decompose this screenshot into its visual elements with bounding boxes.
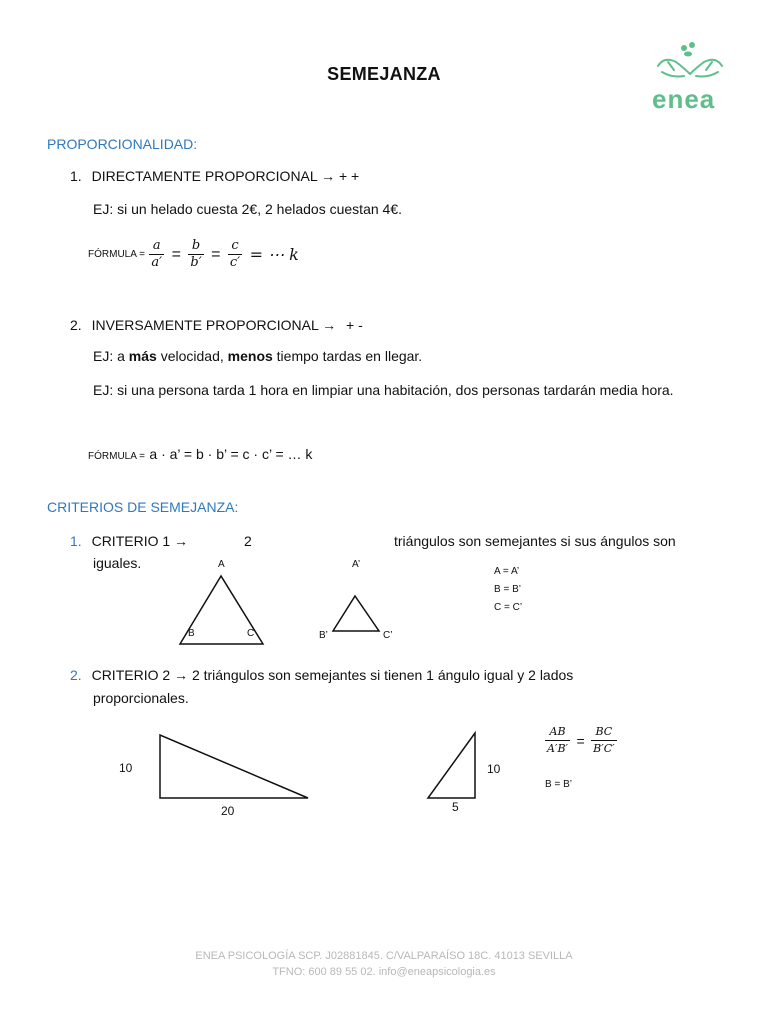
fraction-b: $\frac{b}{b'}$ <box>190 238 202 270</box>
vertex-label-a: A <box>218 559 225 570</box>
bold-text: más <box>128 348 157 364</box>
example-helado: EJ: si un helado cuesta 2€, 2 helados cuestan 4€. <box>93 201 402 217</box>
list-item-criterio-2 <box>70 665 573 685</box>
angle-equality-b: B = B’ <box>545 779 572 790</box>
triangle-abc-prime <box>333 596 379 631</box>
formula-label: FÓRMULA = <box>88 249 145 260</box>
item-label: INVERSAMENTE PROPORCIONAL <box>91 317 319 333</box>
side-label-height-large: 10 <box>119 761 133 775</box>
vertex-label-b: B <box>188 628 195 639</box>
equality-b: B = B’ <box>494 584 521 595</box>
list-number: 1. <box>70 168 82 184</box>
vertex-label-c: C <box>247 628 255 639</box>
criterio-2-text: 2 triángulos son semejantes si tienen 1 ángulo igual y 2 lados <box>191 667 574 683</box>
side-label-height-small: 10 <box>487 762 501 776</box>
equals-sign: = <box>211 245 221 263</box>
text: tiempo tardas en llegar. <box>272 348 423 364</box>
text: velocidad, <box>156 348 228 364</box>
side-label-base-small: 5 <box>452 800 459 814</box>
formula-expression: a · a’ = b · b’ = c · c’ = … k <box>149 446 313 462</box>
footer-address: ENEA PSICOLOGÍA SCP. J02881845. C/VALPARAÍSO 18C. 41013 SEVILLA <box>195 950 573 962</box>
item-label: CRITERIO 1 <box>91 533 171 549</box>
fraction-ab: $\frac{AB}{A'B'}$ <box>547 725 569 755</box>
equality-a: A = A’ <box>494 566 520 577</box>
triangle-small-right <box>428 733 475 798</box>
footer-contact: TFNO: 600 89 55 02. info@eneapsicologia.es <box>272 966 496 978</box>
vertex-label-c-prime: C’ <box>383 630 393 641</box>
triangle-large-right <box>160 735 308 798</box>
item-label: DIRECTAMENTE PROPORCIONAL <box>91 168 318 184</box>
signs: + + <box>338 168 360 184</box>
criterio-1-text-2: iguales. <box>93 555 142 571</box>
arrow-right-icon: → <box>321 168 336 184</box>
fraction-c: $\frac{c}{c'}$ <box>229 238 241 270</box>
angle-equalities <box>494 563 522 617</box>
page-title: SEMEJANZA <box>327 64 441 84</box>
criterio-1-count: 2 <box>244 533 252 549</box>
list-number: 2. <box>70 317 82 333</box>
list-number: 1. <box>70 533 82 549</box>
vertex-label-b-prime: B’ <box>319 630 328 641</box>
signs: + - <box>346 317 363 333</box>
fraction-a: $\frac{a}{a'}$ <box>151 238 163 270</box>
item-label: CRITERIO 2 <box>91 667 171 683</box>
bold-text: menos <box>227 348 273 364</box>
example-limpiar: EJ: si una persona tarda 1 hora en limpiar una habitación, dos personas tardarán media hora. <box>93 382 674 398</box>
section-heading-proporcionalidad: PROPORCIONALIDAD: <box>47 136 198 152</box>
equals-sign: = <box>576 732 585 749</box>
vertex-label-a-prime: A’ <box>352 559 361 570</box>
arrow-right-icon: → <box>174 533 189 549</box>
side-label-base-large: 20 <box>221 804 235 818</box>
formula-tail: = ⋯ k <box>249 245 299 264</box>
equals-sign: = <box>171 245 181 263</box>
fraction-bc: $\frac{BC}{B'C'}$ <box>593 725 615 755</box>
equality-c: C = C’ <box>494 602 523 613</box>
logo-text: enea <box>652 84 716 114</box>
criterio-1-text: triángulos son semejantes si sus ángulos son <box>394 533 676 549</box>
section-heading-criterios: CRITERIOS DE SEMEJANZA: <box>47 499 239 515</box>
formula-label: FÓRMULA = <box>88 451 145 462</box>
list-number: 2. <box>70 667 82 683</box>
text: EJ: a <box>93 348 129 364</box>
arrow-right-icon: → <box>322 317 337 333</box>
criterio-2-text-2: proporcionales. <box>93 690 189 706</box>
ratio-formula <box>545 724 617 757</box>
page-footer <box>0 948 768 980</box>
arrow-right-icon: → <box>174 667 189 683</box>
